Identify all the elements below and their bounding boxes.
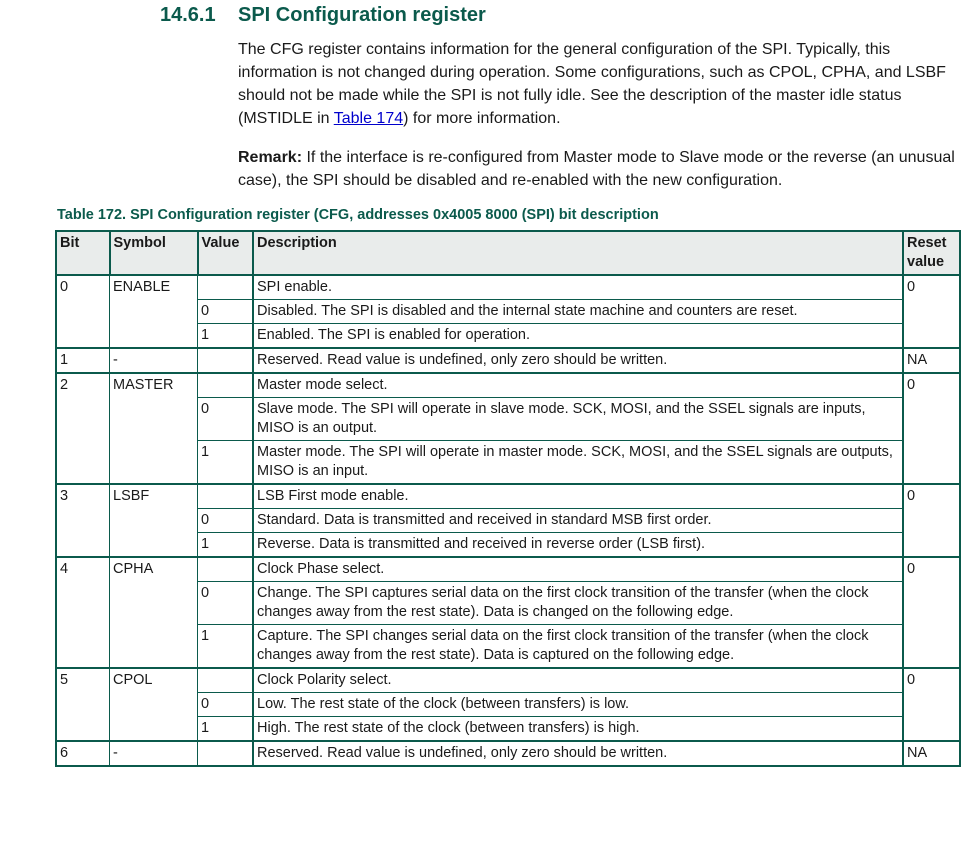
value-cell: 0 [198, 300, 254, 324]
description-cell: SPI enable. [253, 275, 903, 300]
value-cell [198, 557, 254, 582]
reset-value-cell: 0 [903, 484, 960, 557]
value-cell: 1 [198, 324, 254, 349]
bit-cell: 4 [56, 557, 110, 668]
symbol-cell: CPHA [110, 557, 198, 668]
section-heading [160, 4, 486, 27]
table-body [56, 275, 960, 766]
value-cell: 0 [198, 582, 254, 625]
value-cell [198, 668, 254, 693]
description-cell: Master mode select. [253, 373, 903, 398]
description-cell: Enabled. The SPI is enabled for operation. [253, 324, 903, 349]
value-cell [198, 484, 254, 509]
reset-value-cell: 0 [903, 373, 960, 484]
description-cell: Clock Polarity select. [253, 668, 903, 693]
value-cell: 1 [198, 625, 254, 669]
table-row [56, 741, 960, 766]
description-cell: Reserved. Read value is undefined, only zero should be written. [253, 348, 903, 373]
remark-text: If the interface is re-configured from Master mode to Slave mode or the reverse (an unusual case), the SPI should be disabled and re-enabled with the new configuration. [238, 149, 955, 189]
description-cell: Standard. Data is transmitted and received in standard MSB first order. [253, 509, 903, 533]
header-symbol: Symbol [110, 231, 198, 275]
value-cell [198, 348, 254, 373]
description-cell: Reserved. Read value is undefined, only zero should be written. [253, 741, 903, 766]
table-row [56, 348, 960, 373]
description-cell: Reverse. Data is transmitted and received in reverse order (LSB first). [253, 533, 903, 558]
description-cell: Capture. The SPI changes serial data on the first clock transition of the transfer (when the clock changes away from the rest state). Data is captured on the following edge. [253, 625, 903, 669]
intro-text-end: ) for more information. [403, 110, 561, 127]
value-cell [198, 275, 254, 300]
value-cell: 0 [198, 693, 254, 717]
table-caption: Table 172. SPI Configuration register (CFG, addresses 0x4005 8000 (SPI) bit description [57, 207, 659, 223]
symbol-cell: - [110, 348, 198, 373]
bit-cell: 0 [56, 275, 110, 348]
header-description: Description [253, 231, 903, 275]
value-cell: 0 [198, 509, 254, 533]
table-row [56, 668, 960, 693]
description-cell: Change. The SPI captures serial data on the first clock transition of the transfer (when the clock changes away from the rest state). Data is changed on the following edge. [253, 582, 903, 625]
reset-value-cell: 0 [903, 275, 960, 348]
bit-cell: 5 [56, 668, 110, 741]
symbol-cell: CPOL [110, 668, 198, 741]
section-title: SPI Configuration register [238, 4, 486, 26]
symbol-cell: ENABLE [110, 275, 198, 348]
table-row [56, 557, 960, 582]
value-cell [198, 373, 254, 398]
value-cell: 1 [198, 717, 254, 742]
description-cell: Clock Phase select. [253, 557, 903, 582]
bit-cell: 6 [56, 741, 110, 766]
description-cell: Low. The rest state of the clock (between transfers) is low. [253, 693, 903, 717]
description-cell: Disabled. The SPI is disabled and the internal state machine and counters are reset. [253, 300, 903, 324]
bit-cell: 2 [56, 373, 110, 484]
header-bit: Bit [56, 231, 110, 275]
remark-paragraph [238, 146, 963, 192]
value-cell: 0 [198, 398, 254, 441]
reset-value-cell: 0 [903, 668, 960, 741]
table-row [56, 275, 960, 300]
symbol-cell: MASTER [110, 373, 198, 484]
symbol-cell: LSBF [110, 484, 198, 557]
value-cell: 1 [198, 533, 254, 558]
symbol-cell: - [110, 741, 198, 766]
description-cell: Slave mode. The SPI will operate in slave mode. SCK, MOSI, and the SSEL signals are inputs, MISO is an output. [253, 398, 903, 441]
section-number: 14.6.1 [160, 4, 216, 26]
header-reset-value: Reset value [903, 231, 960, 275]
reset-value-cell: NA [903, 348, 960, 373]
table-row [56, 373, 960, 398]
value-cell: 1 [198, 441, 254, 485]
description-cell: LSB First mode enable. [253, 484, 903, 509]
table-174-link[interactable]: Table 174 [333, 110, 404, 127]
value-cell [198, 741, 254, 766]
intro-paragraph [238, 38, 963, 130]
intro-text: The CFG register contains information for the general configuration of the SPI. Typically, this information is not changed during operation. Some configurations, such as CPOL, CPHA, and LSBF should not be made while the SPI is not fully idle. See the description of the master idle status (MSTIDLE in [238, 41, 946, 127]
bit-cell: 1 [56, 348, 110, 373]
bit-cell: 3 [56, 484, 110, 557]
header-value: Value [198, 231, 254, 275]
description-cell: Master mode. The SPI will operate in master mode. SCK, MOSI, and the SSEL signals are outputs, MISO is an input. [253, 441, 903, 485]
table-row [56, 484, 960, 509]
description-cell: High. The rest state of the clock (between transfers) is high. [253, 717, 903, 742]
reset-value-cell: NA [903, 741, 960, 766]
reset-value-cell: 0 [903, 557, 960, 668]
remark-label: Remark: [238, 149, 303, 166]
table-header-row [56, 231, 960, 275]
register-table [55, 230, 961, 767]
